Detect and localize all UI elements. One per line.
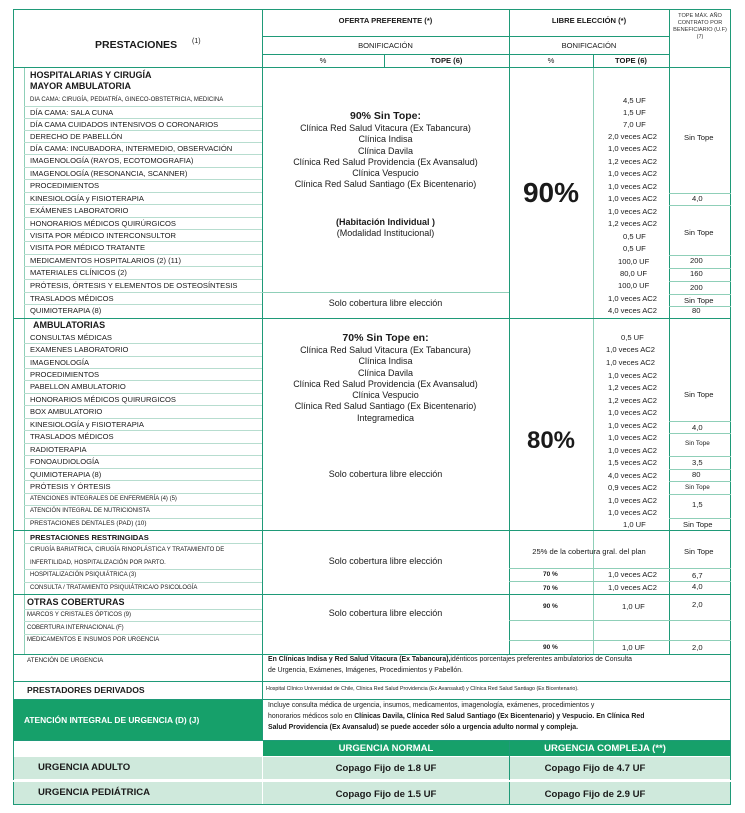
solo-cobertura-restr: Solo cobertura libre elección [328,556,443,566]
list-item: HONORARIOS MÉDICOS QUIRÚRGICOS [30,219,176,228]
tope-value: 1,2 veces AC2 [608,157,657,166]
list-item: QUIMIOTERAPIA (8) [30,470,102,479]
modalidad-institucional: (Modalidad Institucional) [336,228,435,238]
list-item: PRESTACIONES DENTALES (PAD) (10) [30,520,147,527]
list-item: TRASLADOS MÉDICOS [30,432,114,441]
clinica-name: Clínica Vespucio [352,390,419,401]
hospitalarias-pct: 90% [522,177,580,208]
max-value: Sin Tope [683,520,713,529]
clinica-name: Clínica Vespucio [352,168,419,179]
max-value: Sin Tope [685,484,710,491]
urgencia-adulto-label: URGENCIA ADULTO [38,762,131,773]
max-value: 160 [690,269,703,278]
list-item: HONORARIOS MÉDICOS QUIRURGICOS [30,395,176,404]
ambulatorias-oferta-block [262,332,509,424]
list-item: TRASLADOS MÉDICOS [30,294,114,303]
tope-value: 4,0 veces AC2 [608,306,657,315]
list-item: HOSPITALIZACIÓN PSIQUIÁTRICA (3) [30,572,137,578]
tope-value: 1,0 veces AC2 [608,294,657,303]
prestadores-derivados-text: Hospital Clínico Universidad de Chile, Clínica Red Salud Providencia (Ex Avansalud) y Clínica Red Salud Santiago (Ex Bicentenario). [266,686,579,692]
max-value: Sin Tope [685,440,710,447]
bonificacion-libre: BONIFICACIÓN [561,41,617,50]
tope-value: 1,0 veces AC2 [608,194,657,203]
tope-value: 1,0 veces AC2 [608,207,657,216]
list-item: FONOAUDIOLOGÍA [30,457,100,466]
list-item: CONSULTAS MÉDICAS [30,333,112,342]
atencion-integral-label: ATENCIÓN INTEGRAL DE URGENCIA (D) (J) [24,715,200,725]
list-item: ATENCIONES INTEGRALES DE ENFERMERÍA (4) (5) [30,496,177,502]
otras-title: OTRAS COBERTURAS [27,597,125,607]
max-value: 200 [690,256,703,265]
restr-pct-b: 70 % [543,585,558,592]
list-item: MATERIALES CLÍNICOS (2) [30,268,127,277]
list-item: MEDICAMENTOS E INSUMOS POR URGENCIA [27,637,160,643]
tope-value: 4,0 veces AC2 [608,471,657,480]
restr-sin-tope: Sin Tope [684,547,714,556]
tope-value: 1,5 veces AC2 [608,458,657,467]
restringidas-title: PRESTACIONES RESTRINGIDAS [30,533,149,542]
adulto-compleja-cell [510,757,730,779]
tope-value: 1,0 veces AC2 [608,371,657,380]
list-item: IMAGENOLOGÍA (RAYOS, ECOTOMOGRAFIA) [30,156,194,165]
otras-max-a: 2,0 [692,600,703,609]
list-item: ATENCIÓN INTEGRAL DE NUTRICIONISTA [30,508,150,514]
max-value: Sin Tope [684,228,714,237]
max-value: 3,5 [692,458,703,467]
list-item: KINESIOLOGÍA y FISIOTERAPIA [30,420,144,429]
tope-value: 1,2 veces AC2 [608,396,657,405]
tope-value: 1,0 veces AC2 [608,408,657,417]
urgencia-text-rest: idénticos porcentajes preferentes ambulatorios de Consulta [450,656,632,663]
habitacion-individual: (Habitación Individual ) [335,217,435,227]
tope-value: 0,5 UF [621,333,644,342]
tope-value: 1,0 veces AC2 [606,358,655,367]
list-item: DÍA CAMA: SALA CUNA [30,108,114,117]
tope-value: 100,0 UF [618,281,650,290]
tope-value: 1,0 veces AC2 [608,169,657,178]
integral-line-2 [268,714,644,721]
tope-value: 80,0 UF [620,269,648,278]
tope-value: 1,0 veces AC2 [608,182,657,191]
atencion-integral-label-cell [13,700,262,740]
tope-value: 100,0 UF [618,257,650,266]
list-item: DERECHO DE PABELLÓN [30,132,123,141]
adulto-normal-cell [263,757,509,779]
clinica-name: Clínica Red Salud Providencia (Ex Avansalud) [293,378,478,389]
atencion-urgencia-label: ATENCIÓN DE URGENCIA [27,657,104,664]
list-item: MARCOS Y CRISTALES ÓPTICOS (9) [27,612,132,618]
urgencia-compleja-header: URGENCIA COMPLEJA (**) [544,743,666,754]
restr-tope-b: 1,0 veces AC2 [608,583,657,592]
list-item: BOX AMBULATORIO [30,407,103,416]
solo-cobertura-amb: Solo cobertura libre elección [328,469,443,479]
hospitalarias-oferta-title: 90% Sin Tope: [350,110,421,122]
max-value: 80 [692,470,701,479]
cobertura-gral: 25% de la cobertura gral. del plan [532,547,646,556]
list-item: DÍA CAMA: INCUBADORA, INTERMEDIO, OBSERVACIÓN [30,144,233,153]
integral-line-3: Salud Providencia (Ex Avansalud) se puede acceder sólo a urgencia adulto normal y compleja. [268,724,579,731]
prestadores-derivados-label: PRESTADORES DERIVADOS [27,685,145,695]
list-item: COBERTURA INTERNACIONAL (F) [27,625,124,631]
list-item: PRÓTESIS, ÓRTESIS Y ELEMENTOS DE OSTEOSÍNTESIS [30,281,238,290]
bonificacion-oferta: BONIFICACIÓN [358,41,413,50]
tope-value: 1,0 veces AC2 [608,508,657,517]
clinica-name: Clínica Red Salud Vitacura (Ex Tabancura) [300,345,471,355]
hospitalarias-oferta-block [262,110,509,191]
pct-header-libre: % [547,56,555,65]
tope-value: 1,5 UF [623,108,646,117]
solo-cobertura-otras: Solo cobertura libre elección [328,608,443,618]
clinica-name: Clínica Davila [357,145,414,156]
list-item: PRÓTESIS Y ÓRTESIS [30,482,111,491]
prestaciones-header: PRESTACIONES [95,39,178,51]
list-item: RADIOTERAPIA [30,445,87,454]
clinica-name: Clínica Red Salud Santiago (Ex Bicentenario) [294,179,477,190]
clinica-name: Clínica Red Salud Santiago (Ex Bicentenario) [294,401,477,412]
pct-header-oferta: % [319,56,327,65]
list-item: CONSULTA / TRATAMIENTO PSIQUIÁTRICA/O PSICOLOGÍA [30,585,198,591]
solo-cobertura-hosp: Solo cobertura libre elección [328,298,443,308]
atencion-urgencia-text-2: de Urgencia, Exámenes, Imágenes, Procedimientos y Pabellón. [268,667,463,674]
clinica-name: Clínica Indisa [358,134,413,145]
max-value: 200 [690,283,703,292]
otras-max-b: 2,0 [692,643,703,652]
max-value: 4,0 [692,194,703,203]
tope-value: 1,0 veces AC2 [608,446,657,455]
pediatrica-compleja-copago: Copago Fijo de 2.9 UF [544,789,646,800]
urgencia-adulto-cell [14,757,262,779]
otras-tope-b: 1,0 UF [622,643,645,652]
tope-value: 1,0 veces AC2 [608,144,657,153]
restr-max-b: 4,0 [692,582,703,591]
prestaciones-note: (1) [192,38,201,45]
restr-pct-a: 70 % [543,571,558,578]
list-item: PROCEDIMIENTOS [30,181,100,190]
list-item: QUIMIOTERAPIA (8) [30,306,102,315]
max-value: 80 [692,306,701,315]
integral-line-2a: honorarios médicos solo en [268,713,355,720]
tope-header-libre: TOPE (6) [615,56,647,65]
urgencia-normal-header-cell [263,741,509,756]
otras-pct-b: 90 % [543,644,558,651]
pediatrica-normal-cell [263,782,509,804]
max-value: Sin Tope [684,390,714,399]
ambulatorias-oferta-title: 70% Sin Tope en: [342,332,429,344]
restr-tope-a: 1,0 veces AC2 [608,570,657,579]
libre-eleccion-header: LIBRE ELECCIÓN (*) [551,16,627,25]
clinica-name: Clínica Red Salud Providencia (Ex Avansalud) [293,156,478,167]
pediatrica-normal-copago: Copago Fijo de 1.5 UF [335,789,437,800]
max-value: Sin Tope [684,296,714,305]
pediatrica-compleja-cell [510,782,730,804]
ambulatorias-pct: 80% [526,427,576,454]
tope-value: 1,0 veces AC2 [608,433,657,442]
tope-header-oferta: TOPE (6) [430,56,463,65]
tope-value: 1,0 UF [623,520,646,529]
integral-line-2b: Clínicas Davila, Clínica Red Salud Santiago (Ex Bicentenario) y Vespucio. En Clínica Red [354,713,645,720]
max-value: 1,5 [692,500,703,509]
list-item: PROCEDIMIENTOS [30,370,100,379]
max-value: 4,0 [692,423,703,432]
tope-value: 0,9 veces AC2 [608,483,657,492]
oferta-preferente-header: OFERTA PREFERENTE (*) [338,16,433,25]
urgencia-text-bold: En Clínicas Indisa y Red Salud Vitacura (Ex Tabancura), [268,656,451,663]
clinica-name: Clínica Red Salud Vitacura (Ex Tabancura) [300,123,471,133]
list-item: CIRUGÍA BARIATRICA, CIRUGÍA RINOPLÁSTICA Y TRATAMIENTO DE [30,547,225,553]
restr-max-a: 6,7 [692,571,703,580]
tope-value: 1,2 veces AC2 [608,383,657,392]
hospitalarias-title-2: MAYOR AMBULATORIA [30,81,131,91]
tope-value: 1,0 veces AC2 [608,496,657,505]
tope-value: 1,2 veces AC2 [608,219,657,228]
otras-tope-a: 1,0 UF [622,602,645,611]
list-item: MEDICAMENTOS HOSPITALARIOS (2) (11) [30,256,182,265]
tope-value: 4,5 UF [623,96,646,105]
atencion-urgencia-text [268,657,632,664]
tope-value: 0,5 UF [623,232,646,241]
urgencia-pediatrica-label: URGENCIA PEDIÁTRICA [38,787,151,798]
ambulatorias-title: AMBULATORIAS [33,320,106,330]
integral-line-1: Incluye consulta médica de urgencia, insumos, medicamentos, imagenología, exámenes, procedimientos y [268,702,595,709]
list-item: IMAGENOLOGÍA [30,358,90,367]
adulto-compleja-copago: Copago Fijo de 4.7 UF [544,763,646,774]
list-item: DIA CAMA: CIRUGÍA, PEDIATRÍA, GINECO-OBSTETRICIA, MEDICINA [30,97,224,103]
clinica-name: Clínica Indisa [358,356,413,367]
list-item: DÍA CAMA CUIDADOS INTENSIVOS O CORONARIOS [30,120,219,129]
max-value: Sin Tope [684,133,714,142]
clinica-name: Clínica Davila [357,367,414,378]
clinica-name: Integramedica [356,412,415,423]
otras-pct-a: 90 % [543,603,558,610]
urgencia-normal-header: URGENCIA NORMAL [338,743,434,754]
tope-value: 7,0 UF [623,120,646,129]
list-item: KINESIOLOGÍA y FISIOTERAPIA [30,194,144,203]
urgencia-compleja-header-cell [510,741,730,756]
list-item: VISITA POR MÉDICO INTERCONSULTOR [30,231,176,240]
list-item: PABELLON AMBULATORIO [30,382,126,391]
tope-value: 1,0 veces AC2 [608,421,657,430]
hospitalarias-title: HOSPITALARIAS Y CIRUGÍA [30,70,152,80]
tope-max-header: TOPE MÁX. AÑO CONTRATO POR BENEFICIARIO (U.F) (7) [673,13,727,40]
list-item: VISITA POR MÉDICO TRATANTE [30,243,146,252]
tope-value: 0,5 UF [623,244,646,253]
list-item: EXÁMENES LABORATORIO [30,206,129,215]
list-item: INFERTILIDAD, HOSPITALIZACIÓN POR PARTO. [30,560,166,566]
list-item: IMAGENOLOGÍA (RESONANCIA, SCANNER) [30,169,188,178]
adulto-normal-copago: Copago Fijo de 1.8 UF [335,763,437,774]
urgencia-pediatrica-cell [14,782,262,804]
list-item: EXAMENES LABORATORIO [30,345,129,354]
tope-value: 2,0 veces AC2 [608,132,657,141]
tope-value: 1,0 veces AC2 [606,345,655,354]
